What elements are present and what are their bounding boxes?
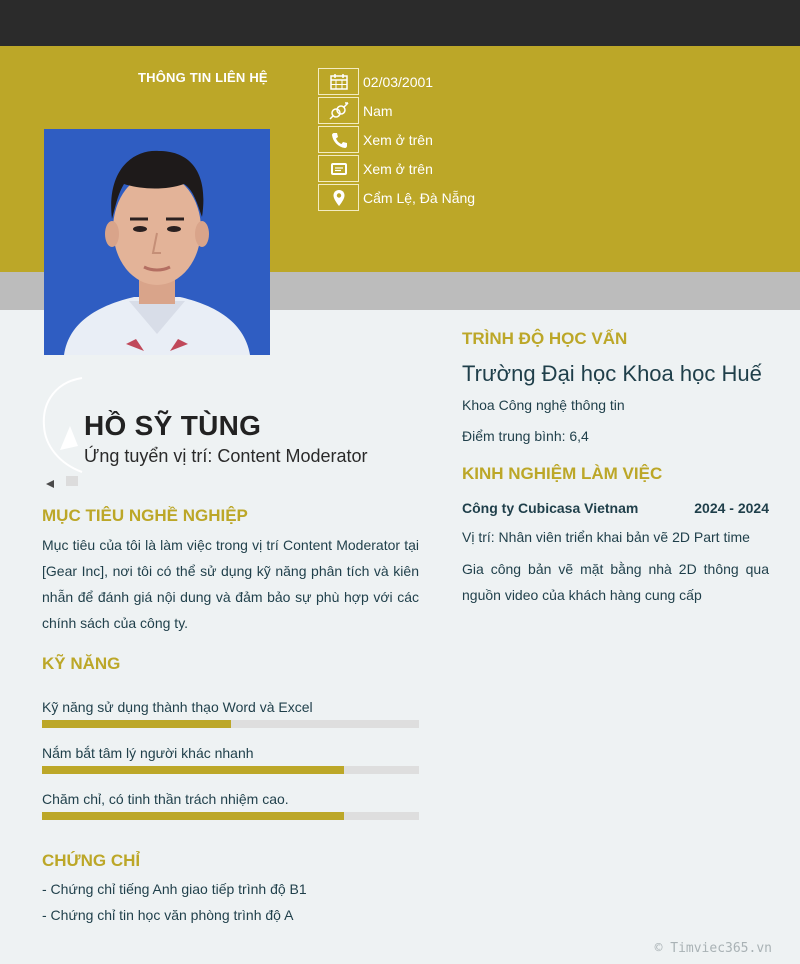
- applied-position: Ứng tuyển vị trí: Content Moderator: [84, 446, 368, 466]
- address-value: Cẩm Lệ, Đà Nẵng: [363, 189, 476, 206]
- skill-bar-fill: [42, 812, 344, 820]
- birthdate-value: 02/03/2001: [363, 73, 434, 90]
- gender-icon: [318, 97, 359, 124]
- watermark: © Timviec365.vn: [654, 941, 772, 956]
- skills-title: KỸ NĂNG: [42, 654, 121, 673]
- certificates-title: CHỨNG CHỈ: [42, 851, 141, 870]
- location-icon: [318, 184, 359, 211]
- company-name: Công ty Cubicasa Vietnam: [462, 500, 639, 516]
- gender-value: Nam: [363, 102, 393, 119]
- skill-bar: [42, 812, 419, 820]
- phone-value: Xem ở trên: [363, 131, 433, 148]
- faculty: Khoa Công nghệ thông tin: [462, 397, 625, 413]
- contact-title: THÔNG TIN LIÊN HỆ: [138, 70, 268, 85]
- skill-label: Chăm chỉ, có tinh thần trách nhiệm cao.: [42, 791, 289, 807]
- top-bar: [0, 0, 800, 46]
- education-title: TRÌNH ĐỘ HỌC VẤN: [462, 329, 628, 348]
- certificate-item: - Chứng chỉ tin học văn phòng trình độ A: [42, 907, 294, 923]
- contact-phone: [318, 125, 475, 154]
- skill-bar: [42, 766, 419, 774]
- objective-text: Mục tiêu của tôi là làm việc trong vị trí Content Moderator tại [Gear Inc], nơi tôi có thể sử dụng kỹ năng phân tích và kiên nhẫn để đánh giá nội dung và đảm bảo sự phù hợp với các chính sách của công ty.: [42, 537, 419, 631]
- certificate-item: - Chứng chỉ tiếng Anh giao tiếp trình độ B1: [42, 881, 307, 897]
- contact-email: [318, 154, 475, 183]
- email-value: Xem ở trên: [363, 160, 433, 177]
- email-icon: [318, 155, 359, 182]
- school-name: Trường Đại học Khoa học Huế: [462, 361, 762, 386]
- gpa: Điểm trung bình: 6,4: [462, 428, 589, 444]
- candidate-name: HỒ SỸ TÙNG: [84, 410, 262, 441]
- work-period: 2024 - 2024: [694, 500, 769, 516]
- experience-title: KINH NGHIỆM LÀM VIỆC: [462, 464, 663, 483]
- skill-bar-fill: [42, 720, 231, 728]
- job-position: Vị trí: Nhân viên triển khai bản vẽ 2D Part time: [462, 529, 750, 545]
- calendar-icon: [318, 68, 359, 95]
- experience-header: [462, 500, 769, 516]
- skill-label: Kỹ năng sử dụng thành thạo Word và Excel: [42, 699, 313, 715]
- contact-gender: [318, 96, 475, 125]
- skill-bar: [42, 720, 419, 728]
- phone-icon: [318, 126, 359, 153]
- skill-label: Nắm bắt tâm lý người khác nhanh: [42, 745, 254, 761]
- contact-birthdate: [318, 67, 475, 96]
- contact-list: [318, 67, 475, 212]
- objective-title: MỤC TIÊU NGHỀ NGHIỆP: [42, 506, 248, 525]
- skill-bar-fill: [42, 766, 344, 774]
- avatar: [44, 129, 270, 355]
- job-description: Gia công bản vẽ mặt bằng nhà 2D thông qua nguồn video của khách hàng cung cấp: [462, 561, 769, 603]
- contact-address: [318, 183, 475, 212]
